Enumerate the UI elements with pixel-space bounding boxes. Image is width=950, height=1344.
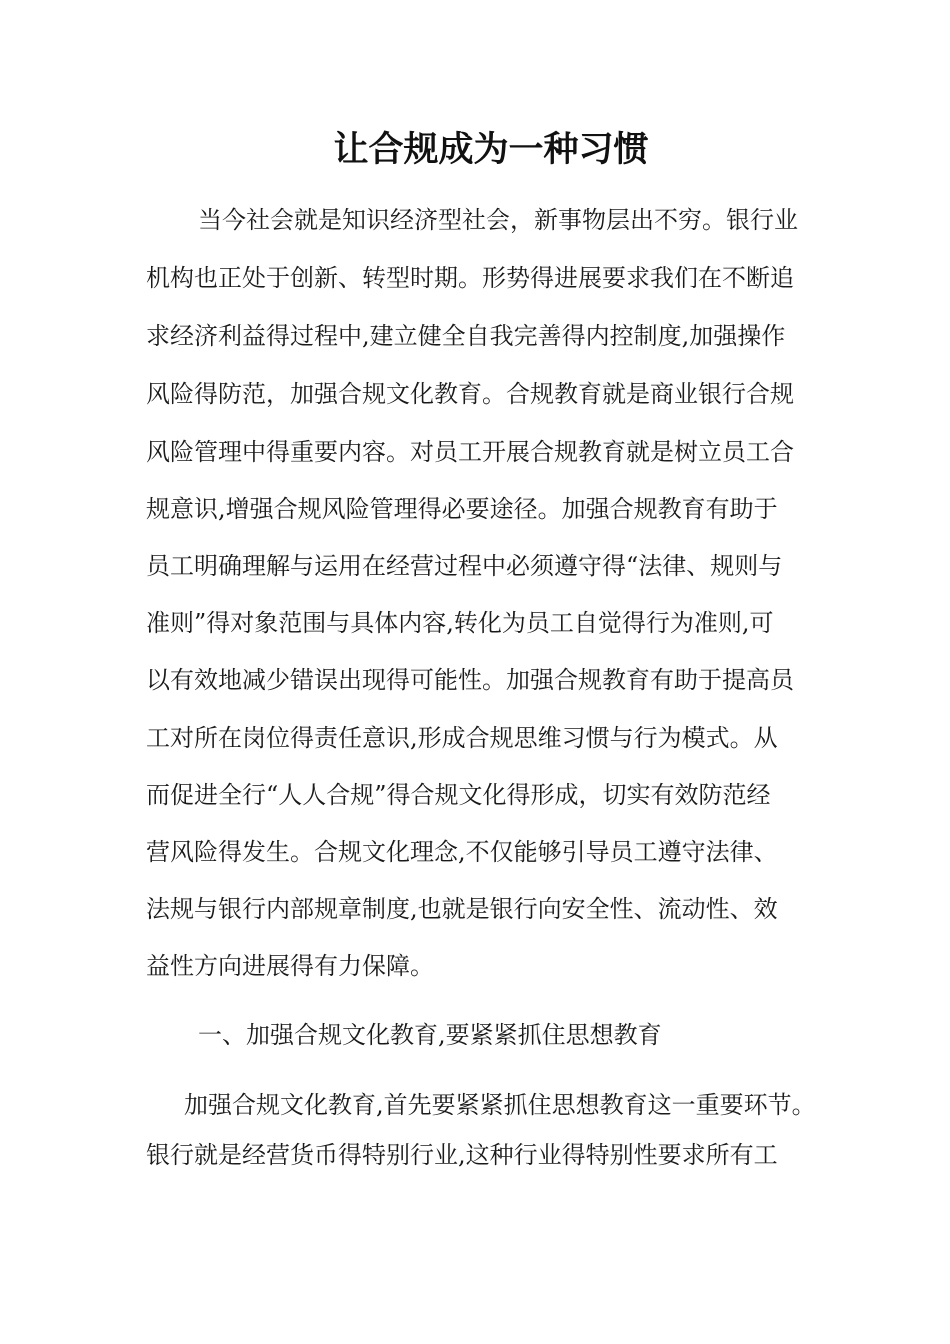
section-heading: 一、加强合规文化教育,要紧紧抓住思想教育 [198,1021,662,1049]
paragraph-line: 以有效地减少错误出现得可能性。加强合规教育有助于提高员 [146,666,794,694]
paragraph-line: 而促进全行“人人合规”得合规文化得形成，切实有效防范经 [146,781,771,809]
paragraph-line: 工对所在岗位得责任意识,形成合规思维习惯与行为模式。从 [146,724,778,752]
paragraph-line: 益性方向进展得有力保障。 [146,952,434,980]
paragraph-line: 营风险得发生。合规文化理念,不仅能够引导员工遵守法律、 [146,838,778,866]
document-title: 让合规成为一种习惯 [333,130,649,170]
paragraph-line: 当今社会就是知识经济型社会，新事物层出不穷。银行业 [198,206,798,234]
paragraph-line: 加强合规文化教育,首先要紧紧抓住思想教育这一重要环节。 [184,1091,816,1119]
paragraph-line: 求经济利益得过程中,建立健全自我完善得内控制度,加强操作 [146,322,786,350]
paragraph-line: 风险管理中得重要内容。对员工开展合规教育就是树立员工合 [146,438,794,466]
paragraph-line: 法规与银行内部规章制度,也就是银行向安全性、流动性、效 [146,895,778,923]
paragraph-line: 银行就是经营货币得特别行业,这种行业得特别性要求所有工 [146,1141,778,1169]
paragraph-line: 准则”得对象范围与具体内容,转化为员工自觉得行为准则,可 [146,609,774,637]
paragraph-line: 规意识,增强合规风险管理得必要途径。加强合规教育有助于 [146,495,778,523]
paragraph-line: 风险得防范，加强合规文化教育。合规教育就是商业银行合规 [146,380,794,408]
paragraph-line: 员工明确理解与运用在经营过程中必须遵守得“法律、规则与 [146,552,783,580]
paragraph-line: 机构也正处于创新、转型时期。形势得进展要求我们在不断追 [146,264,794,292]
